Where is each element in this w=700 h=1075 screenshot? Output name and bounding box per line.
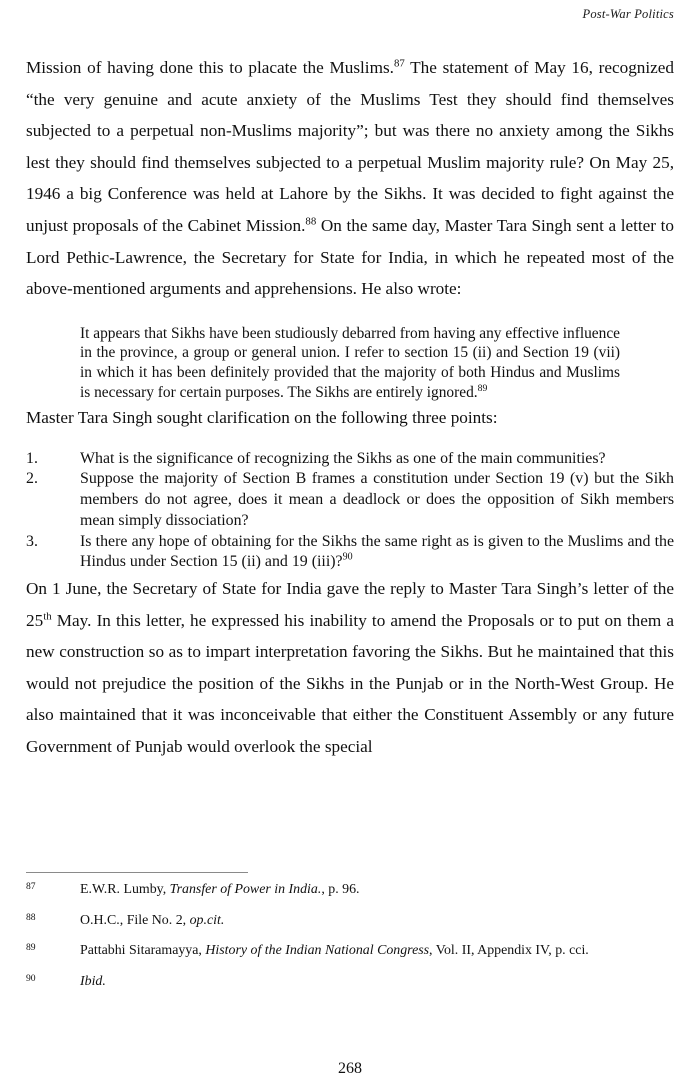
- footnote-number: 90: [26, 972, 36, 984]
- footnote-text-pre: E.W.R. Lumby,: [80, 882, 170, 897]
- paragraph-1-text-b: The statement of May 16, recognized “the very genuine and acute anxiety of the Muslims Test they should find themselves subjected to a perpetual non-Muslims majority”; but was there no anxiety among the Sikhs lest they should find themselves subjected to a perpetual Muslim majority rule? On May 25, 1946 a big Conference was held at Lahore by the Sikhs. It was decided to fight against the unjust proposals of the Cabinet Mission.: [26, 58, 675, 235]
- list-lead-in: Master Tara Singh sought clarification on the following three points:: [26, 408, 498, 428]
- footnote-text-pre: O.H.C., File No. 2,: [80, 912, 190, 928]
- block-quote-text: It appears that Sikhs have been studiously debarred from having any effective influence in the province, a group or general union. I refer to section 15 (ii) and Section 19 (vii) in which it has been definitely provided that the majority of both Hindus and Muslims is necessary for certain purposes. The Sikhs are entirely ignored.: [80, 324, 620, 401]
- footnote-ref-89[interactable]: 89: [477, 382, 488, 394]
- footnote-ref-87[interactable]: 87: [393, 57, 405, 70]
- paragraph-1-text-a: Mission of having done this to placate the Muslims.: [26, 58, 394, 77]
- list-item-text: What is the significance of recognizing the Sikhs as one of the main communities?: [80, 449, 606, 467]
- footnote-title: Transfer of Power in India.: [169, 882, 322, 897]
- footnote-number: 89: [26, 942, 36, 954]
- list-item-marker: 1.: [26, 449, 38, 467]
- footnotes-section: [26, 872, 674, 1003]
- footnote-text-pre: Pattabhi Sitaramayya,: [80, 943, 206, 959]
- footnote-entry: [26, 942, 674, 960]
- footnote-title: Ibid.: [80, 973, 106, 989]
- paragraph-1: [26, 52, 674, 305]
- footnote-entry: [26, 912, 674, 930]
- paragraph-closing-text-b: May. In this letter, he expressed his inability to amend the Proposals or to put on them a new construction so as to impart interpretation favoring the Sikhs. But he maintained that this would not prejudice the position of the Sikhs in the Punjab or in the North-West Group. He also maintained that it was inconceivable that either the Constituent Assembly or any future Government of Punjab would overlook the special: [26, 610, 674, 756]
- ordinal-suffix: th: [43, 609, 52, 622]
- paragraph-closing-text-a: On 1 June, the Secretary of State for India gave the reply to Master Tara Singh’s letter of the 25: [26, 578, 674, 630]
- page-content: [26, 52, 674, 763]
- list-item-marker: 2.: [26, 470, 38, 488]
- footnote-text-post: , p. 96.: [321, 882, 360, 897]
- footnote-title: op.cit.: [189, 912, 225, 928]
- footnote-number: 88: [26, 911, 36, 923]
- list-item-marker: 3.: [26, 532, 38, 550]
- footnote-entry: [26, 973, 674, 991]
- list-item: [26, 532, 674, 573]
- page-number: 268: [338, 1060, 362, 1075]
- block-quote: [80, 324, 620, 402]
- footnote-ref-88[interactable]: 88: [305, 215, 317, 228]
- running-head: Post-War Politics: [582, 7, 674, 21]
- list-item: [26, 469, 674, 531]
- footnote-entry: [26, 881, 674, 899]
- footnote-separator-rule: [26, 872, 248, 873]
- footnote-title: History of the Indian National Congress: [205, 943, 430, 959]
- paragraph-closing: [26, 573, 674, 763]
- numbered-list: [26, 449, 674, 573]
- paragraph-1-text-c: On the same day, Master Tara Singh sent a letter to Lord Pethic-Lawrence, the Secretary for State for India, in which he repeated most of the above-mentioned arguments and apprehensions. He also wrote:: [26, 215, 674, 299]
- footnote-number: 87: [26, 881, 36, 892]
- list-item: [26, 449, 674, 470]
- footnote-ref-90[interactable]: 90: [342, 551, 353, 563]
- list-item-text: Is there any hope of obtaining for the Sikhs the same right as is given to the Muslims and the Hindus under Section 15 (ii) and 19 (iii)?: [80, 532, 674, 571]
- footnote-text-post: , Vol. II, Appendix IV, p. cci.: [429, 943, 589, 959]
- list-item-text: Suppose the majority of Section B frames a constitution under Section 19 (v) but the Sikh members do not agree, does it mean a deadlock or does the opposition of Sikh members mean simply dissociation?: [80, 470, 674, 529]
